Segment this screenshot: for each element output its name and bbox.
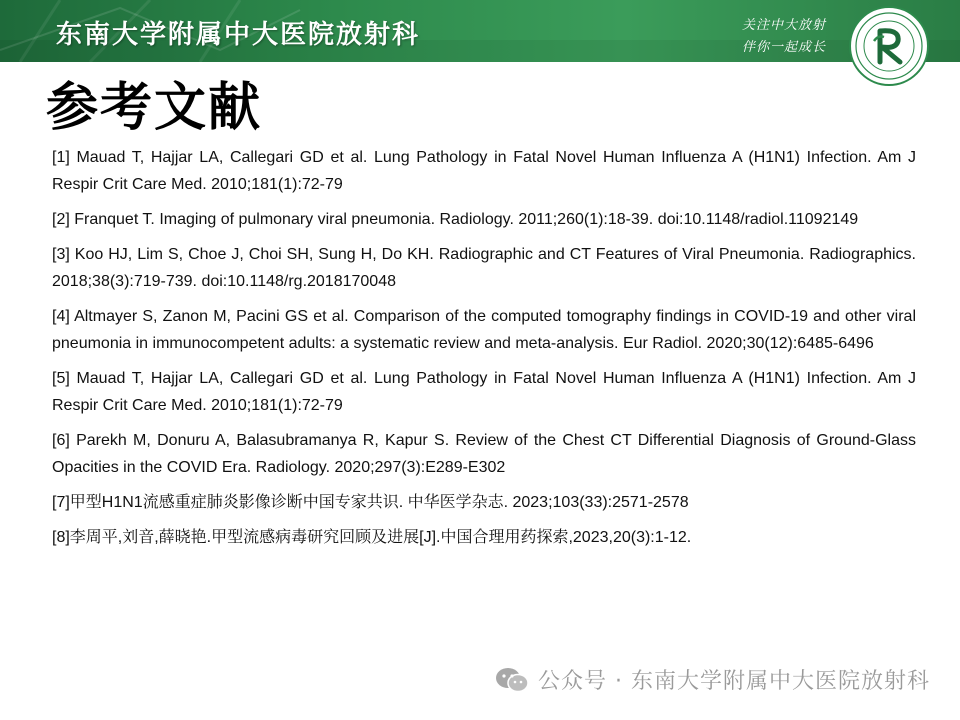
- reference-item: [2] Franquet T. Imaging of pulmonary viral pneumonia. Radiology. 2011;260(1):18-39. doi:10.1148/radiol.11092149: [52, 211, 859, 228]
- slogan-line-2: 伴你一起成长: [741, 40, 826, 55]
- reference-item: [5] Mauad T, Hajjar LA, Callegari GD et al. Lung Pathology in Fatal Novel Human Influenza A (H1N1) Infection. Am J Respir Crit Care Med. 2010;181(1):72-79: [52, 370, 916, 414]
- reference-item: [1] Mauad T, Hajjar LA, Callegari GD et al. Lung Pathology in Fatal Novel Human Influenza A (H1N1) Infection. Am J Respir Crit Care Med. 2010;181(1):72-79: [52, 149, 916, 193]
- wechat-icon: [494, 666, 530, 694]
- page-title: 参考文献: [46, 78, 263, 138]
- reference-item: [6] Parekh M, Donuru A, Balasubramanya R, Kapur S. Review of the Chest CT Differential Diagnosis of Ground-Glass Opacities in the COVID Era. Radiology. 2020;297(3):E289-E302: [52, 432, 916, 476]
- reference-item: [8]李周平,刘音,薛晓艳.甲型流感病毒研究回顾及进展[J].中国合理用药探索,2023,20(3):1-12.: [52, 529, 692, 546]
- reference-item: [7]甲型H1N1流感重症肺炎影像诊断中国专家共识. 中华医学杂志. 2023;103(33):2571-2578: [52, 494, 689, 511]
- slogan-line-1: 关注中大放射: [741, 18, 826, 33]
- hospital-name: 东南大学附属中大医院放射科: [56, 20, 421, 50]
- watermark-text: 公众号 · 东南大学附属中大医院放射科: [538, 669, 930, 694]
- reference-item: [3] Koo HJ, Lim S, Choe J, Choi SH, Sung H, Do KH. Radiographic and CT Features of Viral Pneumonia. Radiographics. 2018;38(3):719-739. doi:10.1148/rg.2018170048: [52, 246, 916, 290]
- header-banner: [0, 0, 960, 62]
- watermark: [494, 664, 930, 695]
- reference-list: [52, 144, 916, 559]
- reference-item: [4] Altmayer S, Zanon M, Pacini GS et al. Comparison of the computed tomography findings in COVID-19 and other viral pneumonia in immunocompetent adults: a systematic review and meta-analysis. Eur Radiol. 2020;30(12):6485-6496: [52, 308, 916, 352]
- radiology-logo-icon: [848, 5, 930, 87]
